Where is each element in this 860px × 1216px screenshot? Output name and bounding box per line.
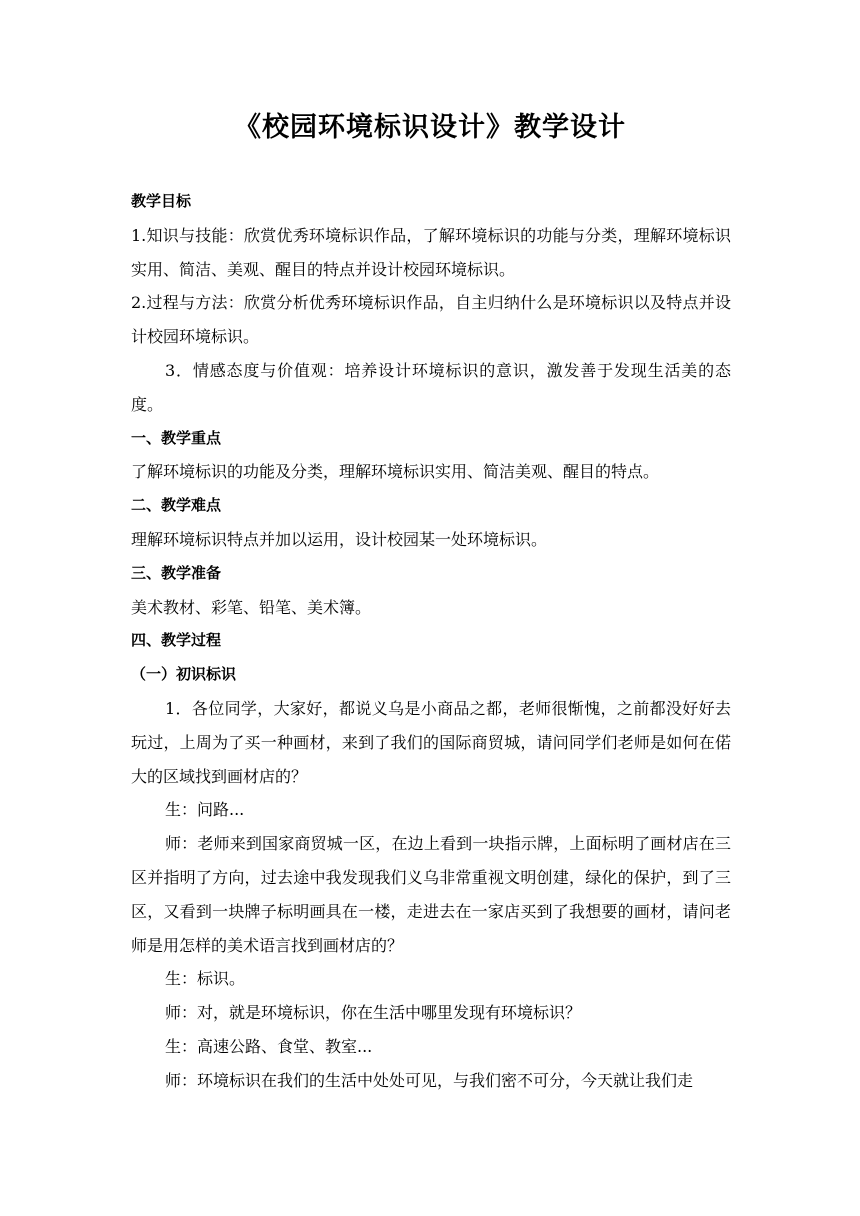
section-text-difficulties: 理解环境标识特点并加以运用，设计校园某一处环境标识。 <box>131 529 548 549</box>
paragraph: 生：标识。 <box>165 969 246 989</box>
objective-2: 2.过程与方法：欣赏分析优秀环境标识作品，自主归纳什么是环境标识以及特点并设计校园环境标识。 <box>131 293 731 347</box>
document-title: 《校园环境标识设计》教学设计 <box>234 112 626 143</box>
section-heading-process: 四、教学过程 <box>131 631 222 650</box>
subsection-heading-intro: （一）初识标识 <box>131 665 237 684</box>
paragraph: 生：高速公路、食堂、教室... <box>165 1036 373 1056</box>
paragraph: 1．各位同学，大家好，都说义乌是小商品之都，老师很惭愧，之前都没好好去玩过，上周为了买一种画材，来到了我们的国际商贸城，请问同学们老师是如何在偌大的区域找到画材店的？ <box>131 698 731 786</box>
objectives-heading: 教学目标 <box>131 192 192 210</box>
section-text-key-points: 了解环境标识的功能及分类，理解环境标识实用、简洁美观、醒目的特点。 <box>131 462 660 482</box>
objective-1: 1.知识与技能：欣赏优秀环境标识作品，了解环境标识的功能与分类，理解环境标识实用、简洁、美观、醒目的特点并设计校园环境标识。 <box>131 225 731 279</box>
document-body <box>131 185 731 1098</box>
paragraph: 师：对，就是环境标识，你在生活中哪里发现有环境标识？ <box>165 1003 582 1023</box>
paragraph: 生：问路... <box>165 800 245 820</box>
section-heading-preparation: 三、教学准备 <box>131 563 222 582</box>
objective-3: 3．情感态度与价值观：培养设计环境标识的意识，激发善于发现生活美的态度。 <box>131 360 731 414</box>
paragraph: 师：老师来到国家商贸城一区，在边上看到一块指示牌，上面标明了画材店在三区并指明了方向，过去途中我发现我们义乌非常重视文明创建，绿化的保护，到了三区，又看到一块牌子标明画具在一楼，走进去在一家店买到了我想要的画材，请问老师是用怎样的美术语言找到画材店的？ <box>131 834 731 955</box>
section-heading-key-points: 一、教学重点 <box>131 428 222 447</box>
section-heading-difficulties: 二、教学难点 <box>131 496 222 515</box>
section-text-preparation: 美术教材、彩笔、铅笔、美术簿。 <box>131 597 372 617</box>
paragraph: 师：环境标识在我们的生活中处处可见，与我们密不可分，今天就让我们走 <box>165 1070 694 1090</box>
